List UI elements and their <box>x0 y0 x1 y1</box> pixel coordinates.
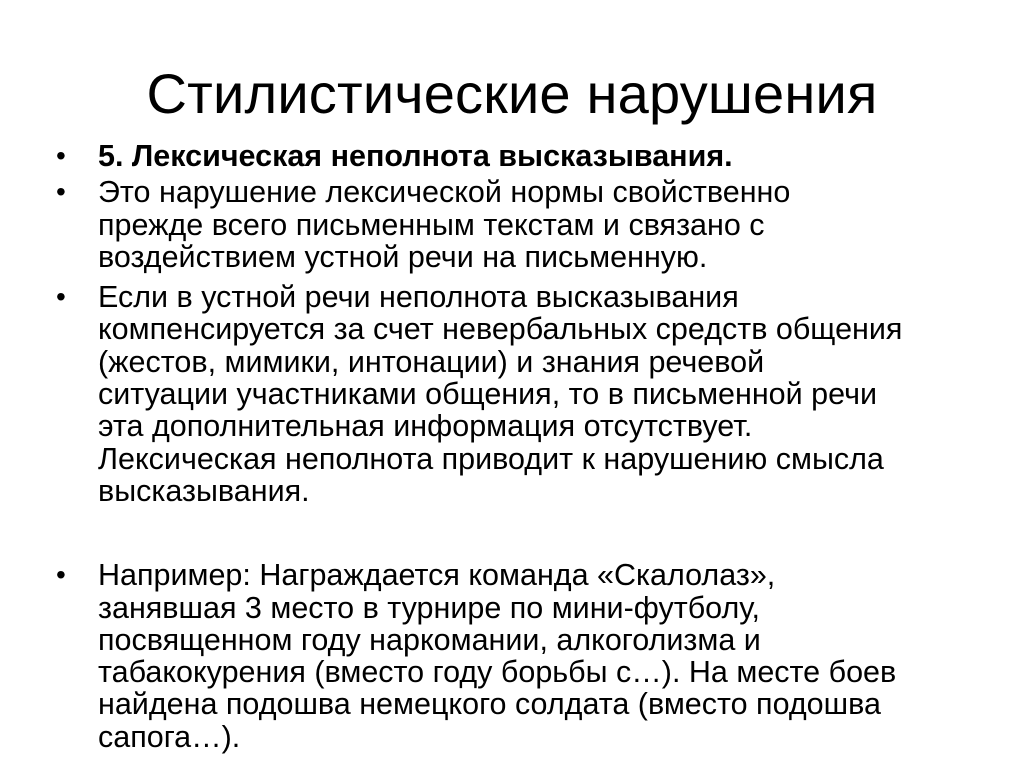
list-item <box>56 140 986 172</box>
list-item <box>56 176 986 273</box>
bullet-marker: • <box>56 559 66 591</box>
bullet-marker: • <box>56 140 66 171</box>
slide-title: Стилистические нарушения <box>146 62 878 125</box>
bullet-marker: • <box>56 176 66 208</box>
bullet-marker: • <box>56 281 66 313</box>
list-item <box>56 559 986 753</box>
list-item <box>56 281 986 507</box>
bullet-list <box>56 140 986 753</box>
list-item-text: 5. Лексическая неполнота высказывания. <box>98 139 733 173</box>
list-item-text: Если в устной речи неполнота высказывания компенсируется за счет невербальных средств общения (жестов, мимики, интонации) и знания речевой ситуации участниками общения, то в письменной речи эта дополнительная информация отсутствует. Лексическая неполнота приводит к нарушению смысла высказывания. <box>98 280 903 508</box>
list-item-text: Например: Награждается команда «Скалолаз», занявшая 3 место в турнире по мини-футболу, посвященном году наркомании, алкоголизма и табакокурения (вместо году борьбы с…). На месте боев найдена подошва немецкого солдата (вместо подошва сапога…). <box>98 558 897 754</box>
list-item-text: Это нарушение лексической нормы свойственно прежде всего письменным текстам и связано с воздействием устной речи на письменную. <box>98 175 791 274</box>
